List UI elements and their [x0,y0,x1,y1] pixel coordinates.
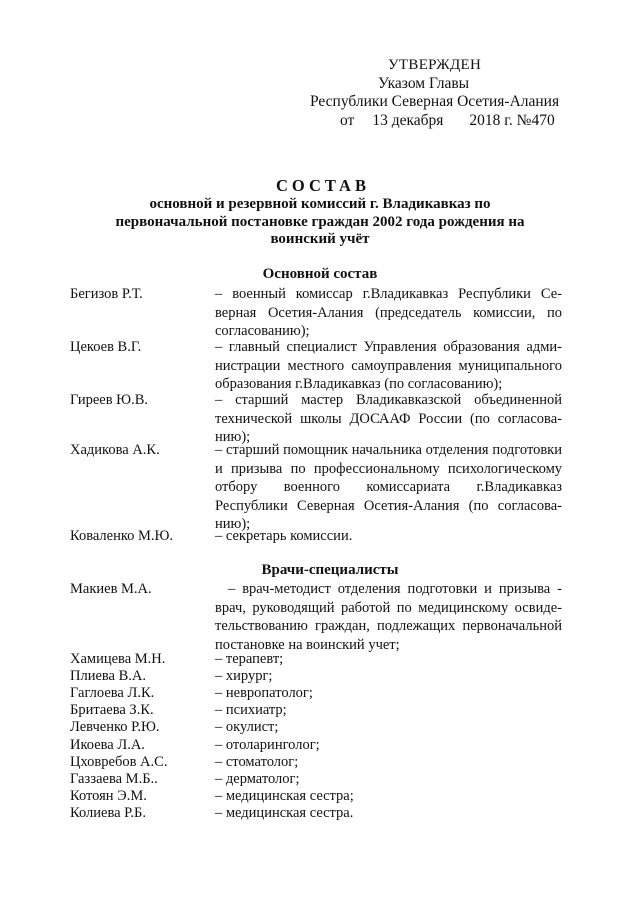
from-label: от [340,112,355,129]
page-title: СОСТАВ [276,176,370,195]
approval-date-line [340,112,555,130]
doctor-role: – медицинская сестра. [215,805,354,821]
member-role: – старший помощник начальника отделения подготовки и призыва по профессиональному психологическому отбору военного комиссариата г.Владикавказ Республики Северная Осетия-Алания (по согласованию); [215,442,562,532]
doctor-role: – врач-методист отделения подготовки и призыва - врач, руководящий работой по медицинскому освидетельствованию граждан, подлежащих первоначальной постановке на воинский учет; [215,581,562,653]
member-name: Коваленко М.Ю. [70,528,174,544]
member-role: – секретарь комиссии. [215,528,353,544]
member-name: Бегизов Р.Т. [70,286,143,302]
member-role: – главный специалист Управления образования администрации местного самоуправления муниципального образования г.Владикавказ (по согласованию); [215,339,562,392]
doctor-name: Колиева Р.Б. [70,805,146,821]
doctor-name: Цховребов А.С. [70,754,168,770]
approval-date: 13 декабря [372,112,444,129]
approved-label: УТВЕРЖДЕН [388,57,482,73]
doctor-name: Хамицева М.Н. [70,651,166,667]
member-role: – военный комиссар г.Владикавказ Республики Северная Осетия-Алания (председатель комиссии, по согласованию); [215,286,562,339]
doctor-role: – окулист; [215,719,279,735]
doctor-role: – невропатолог; [215,685,313,701]
republic-label: Республики Северная Осетия-Алания [310,93,560,110]
document-title-block [0,176,640,249]
doctors-section-heading: Врачи-специалисты [261,562,399,578]
doctor-name: Бритаева З.К. [70,702,154,718]
doctor-role: – терапевт; [215,651,284,667]
by-decree-label: Указом Главы [378,75,470,92]
doctor-role: – медицинская сестра; [215,788,354,804]
doctor-name: Плиева В.А. [70,668,147,684]
doctor-name: Икоева Л.А. [70,737,145,753]
approval-year-number: 2018 г. №470 [469,112,555,129]
doctor-role: – хирург; [215,668,273,684]
member-name: Цекоев В.Г. [70,339,142,355]
doctor-role: – психиатр; [215,702,287,718]
page-subtitle: основной и резервной комиссий г. Владикавказ по первоначальной постановке граждан 2002 года рождения на воинский учёт [115,196,525,247]
doctor-name: Котоян Э.М. [70,788,147,804]
doctor-name: Левченко Р.Ю. [70,719,160,735]
member-name: Хадикова А.К. [70,442,160,458]
main-section-heading: Основной состав [262,266,378,282]
doctor-name: Макиев М.А. [70,581,152,597]
doctor-name: Гаглоева Л.К. [70,685,155,701]
doctor-name: Газзаева М.Б.. [70,771,158,787]
member-role: – старший мастер Владикавказской объединенной технической школы ДОСААФ России (по согласованию); [215,392,562,445]
member-name: Гиреев Ю.В. [70,392,149,408]
doctor-role: – дерматолог; [215,771,300,787]
doctor-role: – отоларинголог; [215,737,320,753]
doctor-role: – стоматолог; [215,754,299,770]
